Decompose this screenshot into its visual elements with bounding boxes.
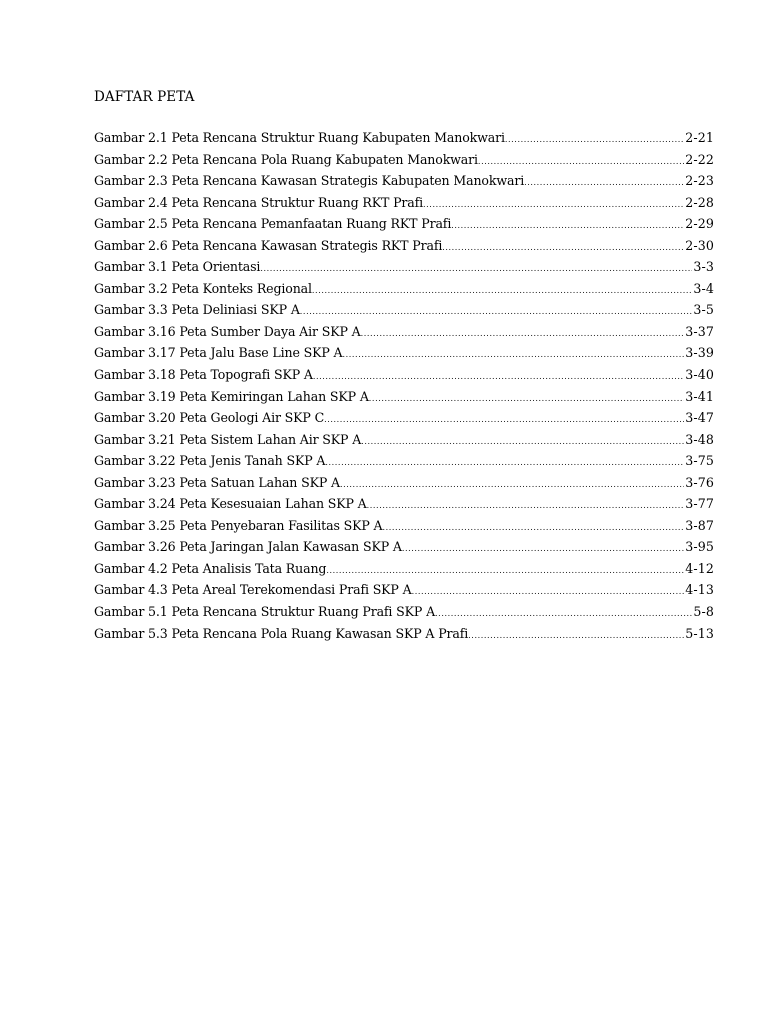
entry-title: Gambar 4.2 Peta Analisis Tata Ruang: [94, 560, 327, 576]
entry-page-number: 3-47: [685, 410, 714, 426]
entry-title: Gambar 3.19 Peta Kemiringan Lahan SKP A: [94, 388, 369, 404]
dot-leader: [325, 452, 684, 474]
entry-title: Gambar 3.21 Peta Sistem Lahan Air SKP A: [94, 431, 362, 447]
entry-title: Gambar 3.22 Peta Jenis Tanah SKP A: [94, 453, 326, 469]
list-item[interactable]: [94, 558, 714, 580]
entry-page-number: 3-76: [685, 474, 714, 490]
entry-title: Gambar 2.5 Peta Rencana Pemanfaatan Ruang RKT Prafi: [94, 216, 452, 232]
entry-page-number: 2-21: [685, 130, 714, 145]
list-item[interactable]: [94, 623, 714, 645]
entry-page-number: 2-28: [685, 194, 714, 210]
dot-leader: [342, 344, 684, 366]
entry-page-number: 2-23: [685, 173, 714, 189]
entry-page-number: 3-37: [685, 323, 714, 339]
list-item[interactable]: [94, 256, 714, 278]
entry-page-number: 4-12: [685, 560, 714, 576]
list-item[interactable]: [94, 127, 714, 149]
entry-page-number: 5-8: [693, 604, 714, 620]
entry-page-number: 3-39: [685, 345, 714, 361]
entry-title: Gambar 3.26 Peta Jaringan Jalan Kawasan SKP A: [94, 539, 402, 555]
dot-leader: [367, 495, 685, 517]
entry-title: Gambar 2.3 Peta Rencana Kawasan Strategis Kabupaten Manokwari: [94, 173, 525, 189]
list-item[interactable]: [94, 149, 714, 171]
dot-leader: [524, 172, 684, 194]
entry-title: Gambar 2.4 Peta Rencana Struktur Ruang RKT Prafi: [94, 194, 424, 210]
list-item[interactable]: [94, 235, 714, 257]
dot-leader: [435, 603, 692, 625]
entry-title: Gambar 3.20 Peta Geologi Air SKP C: [94, 410, 325, 426]
list-item[interactable]: [94, 364, 714, 386]
list-item[interactable]: [94, 213, 714, 235]
list-item[interactable]: [94, 192, 714, 214]
dot-leader: [412, 581, 685, 603]
entry-page-number: 3-41: [685, 388, 714, 404]
dot-leader: [324, 409, 684, 431]
dot-leader: [312, 280, 693, 302]
dot-leader: [442, 237, 684, 259]
entry-page-number: 3-87: [685, 517, 714, 533]
entry-title: Gambar 5.3 Peta Rencana Pola Ruang Kawasan SKP A Prafi: [94, 625, 469, 641]
list-item[interactable]: [94, 299, 714, 321]
entry-title: Gambar 2.1 Peta Rencana Struktur Ruang Kabupaten Manokwari: [94, 130, 505, 145]
dot-leader: [361, 431, 684, 453]
dot-leader: [451, 215, 684, 237]
list-item[interactable]: [94, 386, 714, 408]
dot-leader: [340, 474, 684, 496]
list-item[interactable]: [94, 342, 714, 364]
entry-page-number: 2-29: [685, 216, 714, 232]
entry-page-number: 3-4: [693, 280, 714, 296]
entry-page-number: 3-77: [685, 496, 714, 512]
page-heading: DAFTAR PETA: [94, 89, 195, 105]
dot-leader: [369, 388, 685, 410]
dot-leader: [313, 366, 684, 388]
list-item[interactable]: [94, 450, 714, 472]
dot-leader: [382, 517, 684, 539]
entry-page-number: 3-95: [685, 539, 714, 555]
dot-leader: [326, 560, 684, 582]
list-item[interactable]: [94, 429, 714, 451]
dot-leader: [468, 625, 684, 647]
entry-page-number: 3-40: [685, 367, 714, 383]
map-list: [94, 127, 714, 644]
dot-leader: [300, 301, 693, 323]
entry-title: Gambar 3.2 Peta Konteks Regional: [94, 280, 312, 296]
entry-page-number: 3-75: [685, 453, 714, 469]
entry-title: Gambar 3.3 Peta Deliniasi SKP A: [94, 302, 300, 318]
list-item[interactable]: [94, 407, 714, 429]
entry-title: Gambar 3.17 Peta Jalu Base Line SKP A: [94, 345, 343, 361]
entry-page-number: 5-13: [685, 625, 714, 641]
entry-page-number: 2-22: [685, 151, 714, 167]
entry-title: Gambar 3.24 Peta Kesesuaian Lahan SKP A: [94, 496, 367, 512]
dot-leader: [478, 151, 684, 173]
list-item[interactable]: [94, 601, 714, 623]
entry-page-number: 2-30: [685, 237, 714, 253]
entry-title: Gambar 4.3 Peta Areal Terekomendasi Prafi SKP A: [94, 582, 412, 598]
entry-title: Gambar 2.2 Peta Rencana Pola Ruang Kabupaten Manokwari: [94, 151, 478, 167]
dot-leader: [423, 194, 684, 216]
entry-page-number: 3-48: [685, 431, 714, 447]
dot-leader: [402, 538, 684, 560]
list-item[interactable]: [94, 493, 714, 515]
entry-page-number: 4-13: [685, 582, 714, 598]
dot-leader: [505, 129, 684, 151]
entry-title: Gambar 3.23 Peta Satuan Lahan SKP A: [94, 474, 340, 490]
list-item[interactable]: [94, 321, 714, 343]
entry-title: Gambar 3.18 Peta Topografi SKP A: [94, 367, 313, 383]
list-item[interactable]: [94, 536, 714, 558]
entry-page-number: 3-5: [693, 302, 714, 318]
entry-page-number: 3-3: [693, 259, 714, 275]
entry-title: Gambar 5.1 Peta Rencana Struktur Ruang Prafi SKP A: [94, 604, 436, 620]
entry-title: Gambar 3.16 Peta Sumber Daya Air SKP A: [94, 323, 361, 339]
entry-title: Gambar 3.1 Peta Orientasi: [94, 259, 261, 275]
dot-leader: [260, 258, 692, 280]
list-item[interactable]: [94, 472, 714, 494]
list-item[interactable]: [94, 170, 714, 192]
list-item[interactable]: [94, 515, 714, 537]
entry-title: Gambar 3.25 Peta Penyebaran Fasilitas SKP A: [94, 517, 383, 533]
list-item[interactable]: [94, 278, 714, 300]
dot-leader: [361, 323, 685, 345]
list-item[interactable]: [94, 579, 714, 601]
entry-title: Gambar 2.6 Peta Rencana Kawasan Strategis RKT Prafi: [94, 237, 443, 253]
